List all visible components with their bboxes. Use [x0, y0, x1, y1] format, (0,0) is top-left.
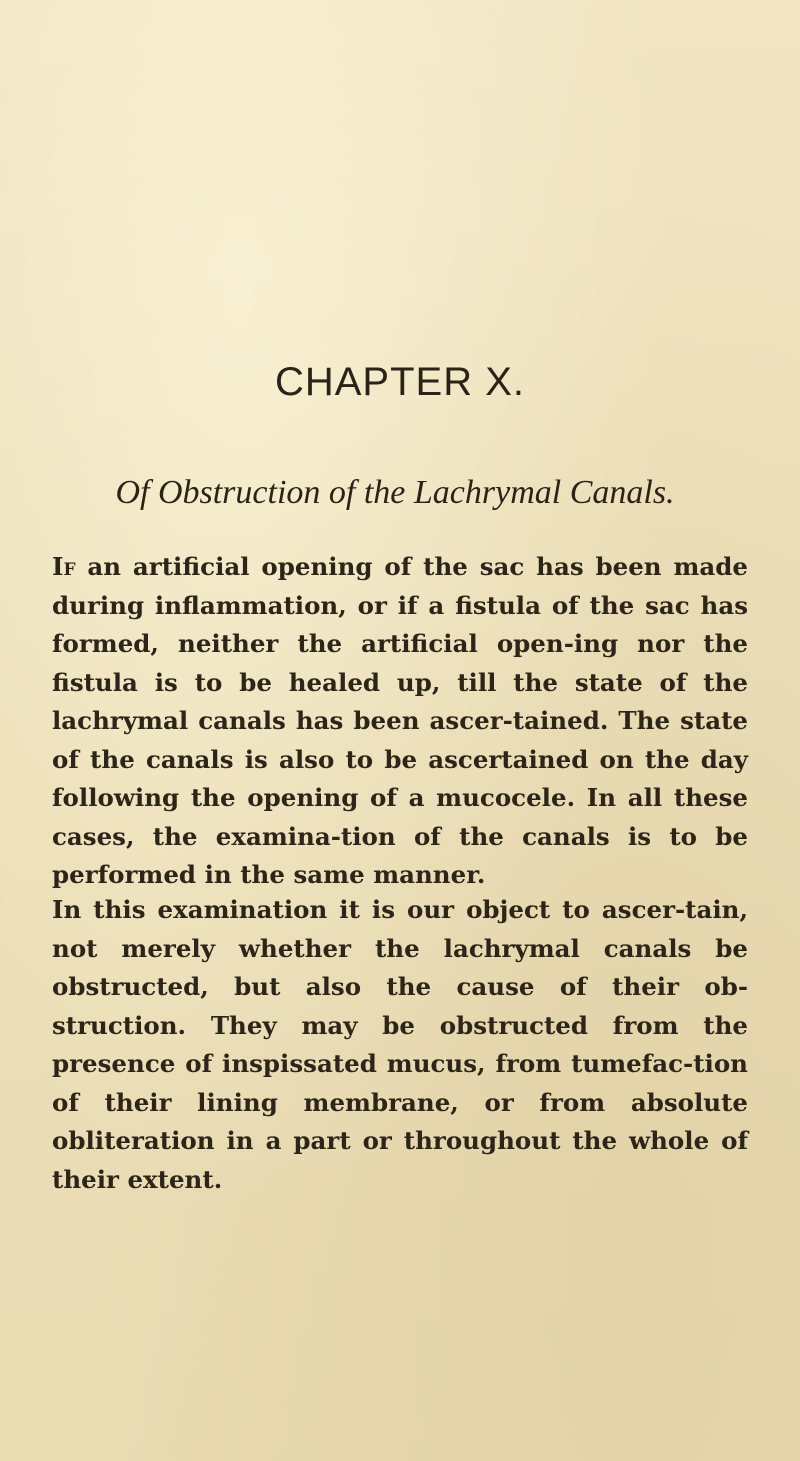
section-title: Of Obstruction of the Lachrymal Canals. [115, 474, 675, 511]
paragraph-1 [52, 548, 748, 895]
paragraph-2-text: In this examination it is our object to ascer-tain, not merely whether the lachrymal canals be obstructed, but also the cause of their ob-struction. They may be obstructed from the presence of inspissated mucus, from tumefac-tion of their lining membrane, or from absolute obliteration in a part or throughout the whole of their extent. [52, 895, 748, 1194]
paragraph-2 [52, 891, 748, 1199]
paragraph-1-text: an artificial opening of the sac has been made during inflammation, or if a fistula of the sac has formed, neither the artificial open-ing nor the fistula is to be healed up, till the state of the lachrymal canals has been ascer-tained. The state of the canals is also to be ascertained on the day following the opening of a mucocele. In all these cases, the examina-tion of the canals is to be performed in the same manner. [52, 552, 748, 889]
chapter-heading: CHAPTER X. [274, 360, 526, 404]
paragraph-1-lead-word: If [52, 552, 76, 581]
